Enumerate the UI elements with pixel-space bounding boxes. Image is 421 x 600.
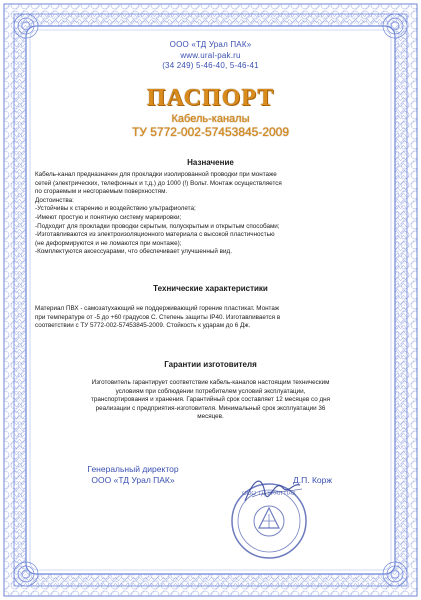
text-line: (не деформируются и не ломаются при монтаже); bbox=[35, 239, 182, 247]
text-line: -Устойчивы к старению и воздействию ультрафиолета; bbox=[35, 205, 196, 213]
company-website: www.ural-pak.ru bbox=[180, 50, 241, 60]
text-line: реализации с предприятия-изготовителя. Минимальный срок эксплуатации 36 bbox=[95, 404, 326, 412]
specs-heading: Технические характеристики bbox=[153, 284, 268, 293]
director-block bbox=[68, 464, 198, 486]
company-phones: (34 249) 5-46-40, 5-46-41 bbox=[162, 61, 259, 70]
text-line: по сгораемым и несгораемым поверхностям. bbox=[35, 188, 168, 196]
text-line: -Комплектуются аксессуарами, что обеспечивает улучшенный вид. bbox=[35, 248, 232, 256]
product-name: Кабель-каналы bbox=[171, 113, 250, 125]
text-line: Изготовитель гарантирует соответствие кабель-каналов настоящим техническим bbox=[91, 379, 330, 386]
director-organization: ООО «ТД Урал ПАК» bbox=[91, 475, 175, 485]
document-title: ПАСПОРТ bbox=[146, 85, 275, 111]
text-line: -Подходит для прокладки проводки скрытым, полускрытым и открытым способами; bbox=[35, 222, 280, 230]
company-header bbox=[40, 40, 381, 72]
director-position: Генеральный директор bbox=[87, 464, 179, 474]
warranty-body bbox=[38, 379, 383, 422]
text-line: -Изготавливаются из электроизоляционного материала с высокой пластичностью bbox=[35, 231, 275, 239]
purpose-heading: Назначение bbox=[187, 158, 234, 167]
standard-number: ТУ 5772-002-57453845-2009 bbox=[131, 125, 290, 139]
purpose-body bbox=[35, 171, 385, 257]
seal-text: ООО ТД УРАЛ ПАК bbox=[242, 491, 296, 497]
text-line: транспортирования и хранения. Гарантийный срок составляет 12 месяцев со дня bbox=[90, 396, 331, 404]
director-name: Д.П. Корж bbox=[293, 475, 333, 485]
company-name: ООО «ТД Урал ПАК» bbox=[169, 40, 252, 49]
text-line: месяцев. bbox=[197, 413, 224, 421]
warranty-heading: Гарантии изготовителя bbox=[164, 360, 257, 369]
text-line: условиям при соблюдении потребителем условий эксплуатации, bbox=[115, 387, 306, 395]
text-line: Достоинства: bbox=[35, 196, 74, 204]
text-line: соответствии с ТУ 5772-002-57453845-2009. Стойкость к ударам до 6 Дж. bbox=[35, 322, 251, 330]
text-line: при температуре от -5 до +60 градусов С. Степень защиты IP40. Изготавливается в bbox=[35, 313, 281, 321]
text-line: сетей (электрических, телефонных и т.д.) до 1000 (!) Вольт. Монтаж осуществляется bbox=[35, 179, 282, 187]
text-line: -Имеют простую и понятную систему маркировки; bbox=[35, 213, 182, 221]
handwritten-signature bbox=[240, 471, 310, 511]
text-line: Кабель-канал предназначен для прокладки изолированной проводки при монтаже bbox=[35, 171, 277, 178]
text-line: Материал ПВХ - самозатухающий не поддерживающий горение пластикат. Монтаж bbox=[35, 305, 280, 312]
specs-body bbox=[35, 305, 385, 331]
